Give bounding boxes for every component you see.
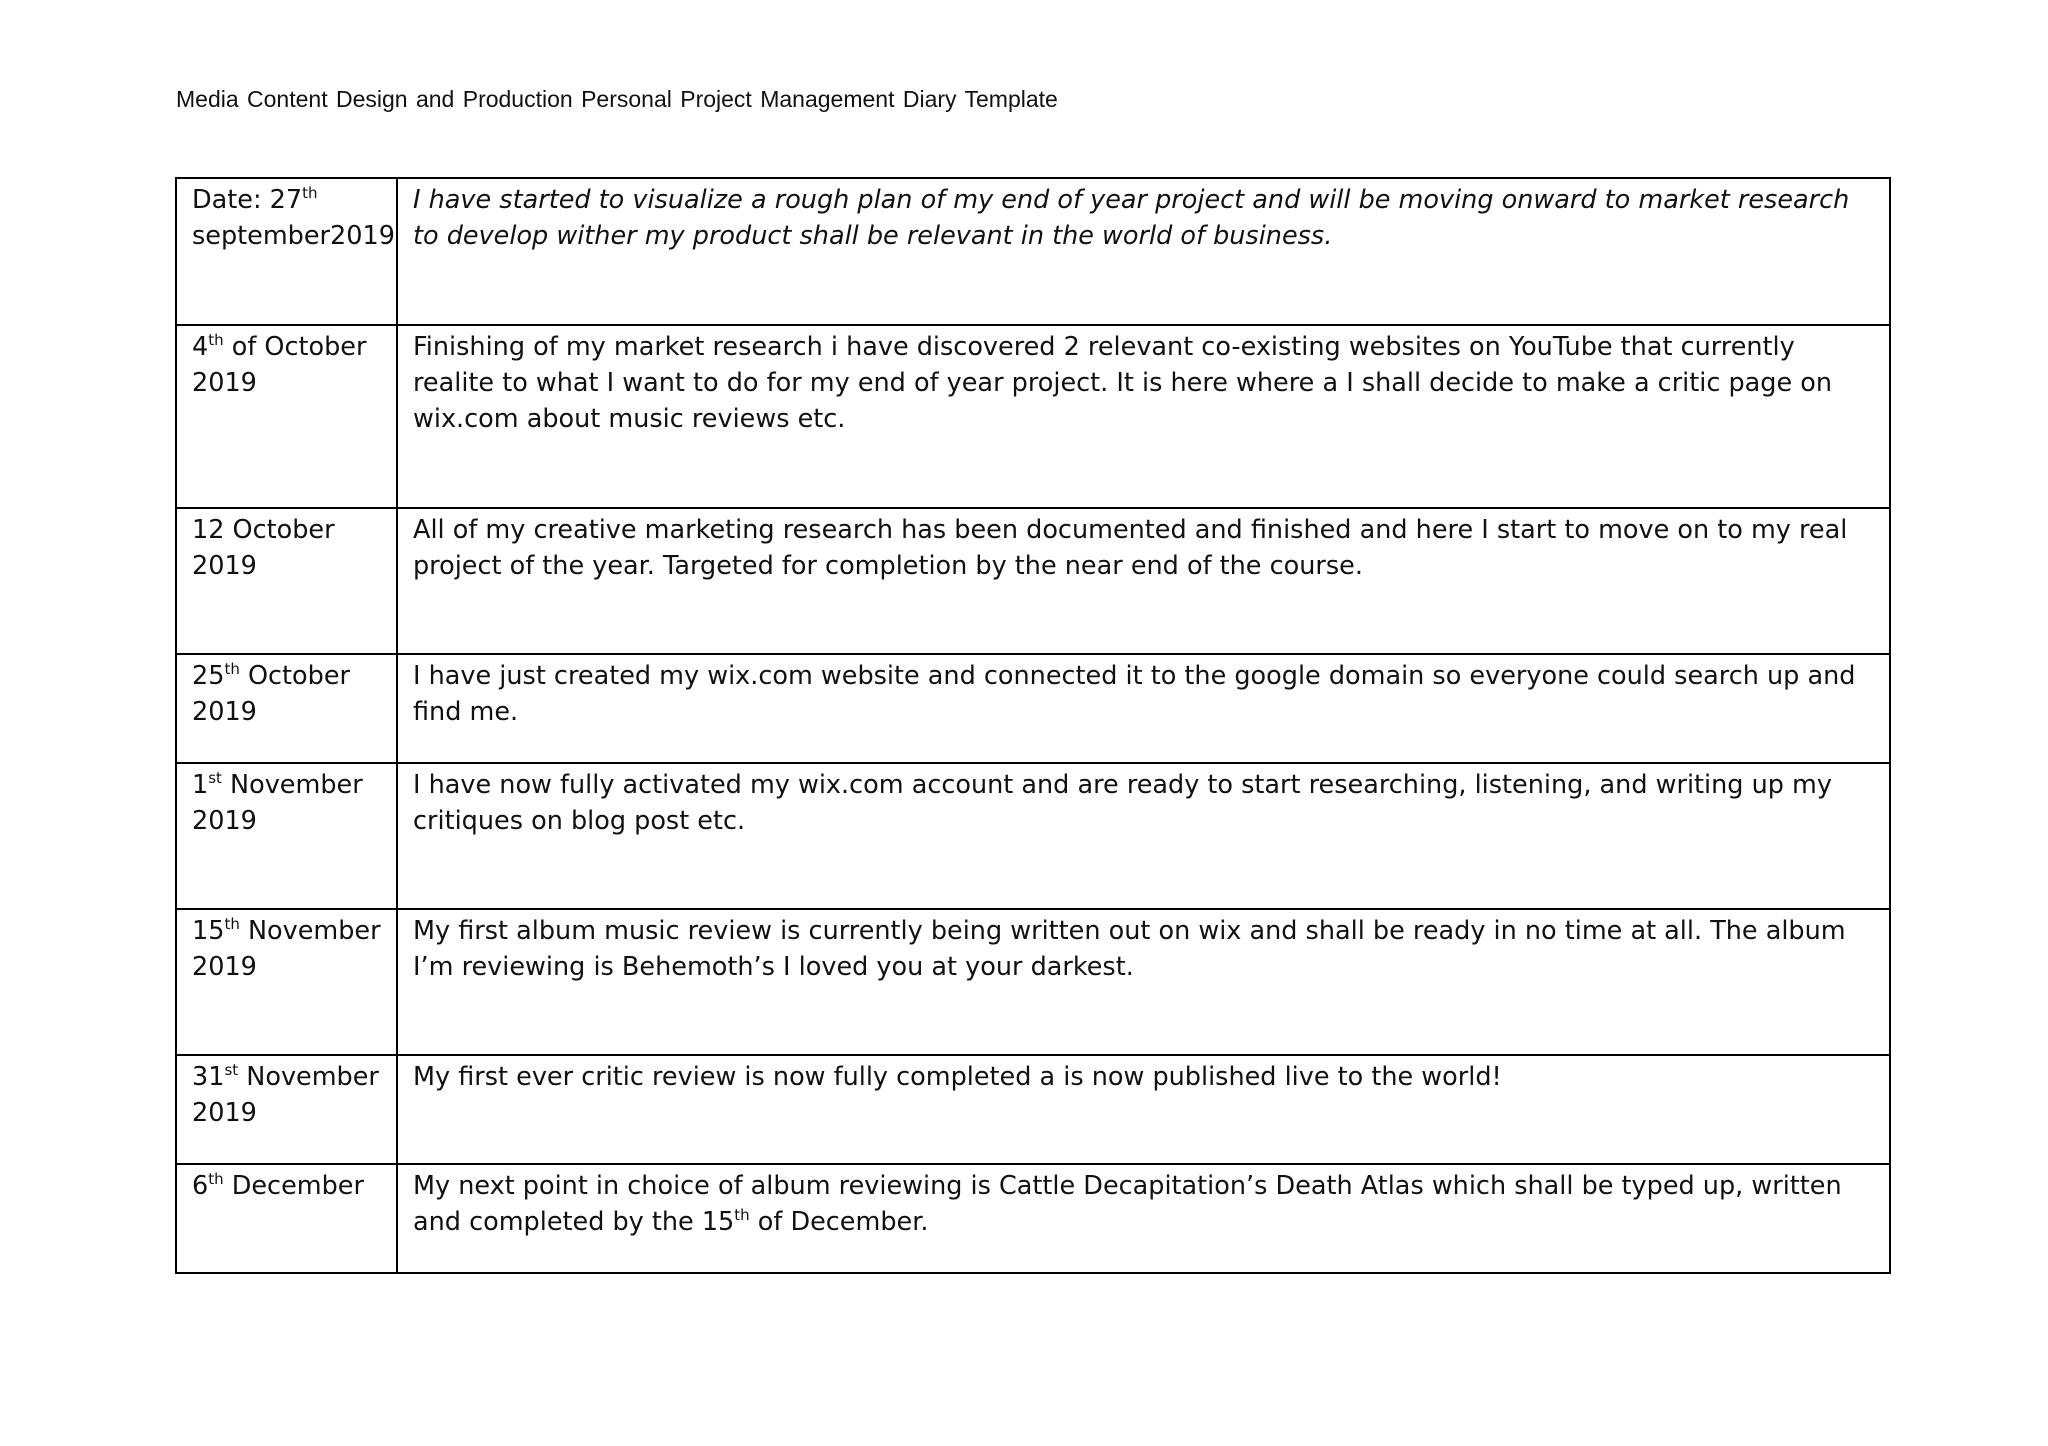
diary-entry-text: My first album music review is currently being written out on wix and shall be ready in no time at all. The album I’m reviewing is Behemoth’s I loved you at your darkest. [413,916,1846,982]
diary-row [176,1164,1890,1273]
diary-date-year: 2019 [192,697,257,727]
diary-entry-cell [397,1055,1890,1164]
diary-row [176,508,1890,654]
diary-row [176,654,1890,763]
diary-entry-text: I have started to visualize a rough plan of my end of year project and will be moving onward to market research to develop wither my product shall be relevant in the world of business. [413,185,1850,251]
diary-date-cell [176,508,397,654]
diary-date-year: 2019 [192,551,257,581]
diary-date-line: Date: 27th [192,184,318,215]
diary-entry-text: I have now fully activated my wix.com account and are ready to start researching, listening, and writing up my critiques on blog post etc. [413,770,1832,836]
diary-row [176,1055,1890,1164]
diary-date-cell [176,1164,397,1273]
diary-date-cell [176,325,397,508]
diary-date-line: 15th November [192,915,381,946]
diary-entry-cell [397,508,1890,654]
diary-date-cell [176,654,397,763]
diary-date-year: september2019 [192,221,395,251]
diary-date-line: 25th October [192,660,350,691]
diary-entry-text: My next point in choice of album reviewing is Cattle Decapitation’s Death Atlas which shall be typed up, written and completed by the 15th of December. [413,1171,1842,1237]
diary-row [176,325,1890,508]
diary-date-year: 2019 [192,806,257,836]
diary-date-cell [176,909,397,1055]
diary-entry-cell [397,325,1890,508]
diary-date-year: 2019 [192,368,257,398]
diary-date-cell [176,763,397,909]
diary-date-year: 2019 [192,1098,257,1128]
diary-entry-cell [397,654,1890,763]
diary-date-year: 2019 [192,952,257,982]
diary-date-line: 6th December [192,1170,364,1201]
diary-entry-cell [397,178,1890,325]
diary-entry-cell [397,909,1890,1055]
diary-table [175,177,1891,1274]
diary-entry-text: All of my creative marketing research has been documented and finished and here I start to move on to my real project of the year. Targeted for completion by the near end of the course. [413,515,1848,581]
diary-date-cell [176,178,397,325]
diary-entry-cell [397,763,1890,909]
diary-date-cell [176,1055,397,1164]
diary-entry-text: Finishing of my market research i have discovered 2 relevant co-existing websites on YouTube that currently realite to what I want to do for my end of year project. It is here where a I shall decide to make a critic page on wix.com about music reviews etc. [413,332,1833,434]
diary-date-line: 4th of October [192,331,367,362]
diary-row [176,763,1890,909]
diary-entry-text: I have just created my wix.com website and connected it to the google domain so everyone could search up and find me. [413,661,1856,727]
diary-date-line: 1st November [192,769,363,800]
diary-entry-cell [397,1164,1890,1273]
diary-row [176,178,1890,325]
diary-row [176,909,1890,1055]
diary-date-line: 12 October [192,515,335,545]
page-header-title: Media Content Design and Production Personal Project Management Diary Template [176,86,1058,112]
diary-entry-text: My first ever critic review is now fully completed a is now published live to the world! [413,1062,1502,1092]
diary-date-line: 31st November [192,1061,379,1092]
